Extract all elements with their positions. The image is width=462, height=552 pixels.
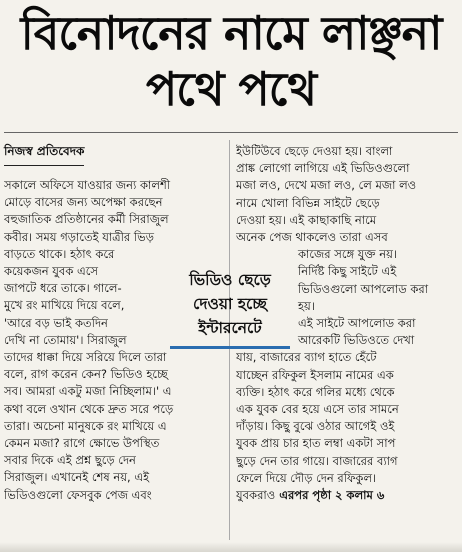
left-column-line: তাদের ধাক্কা দিয়ে সরিয়ে দিলে তারা: [4, 350, 167, 365]
left-column-line: বাড়তে থাকে। হঠাৎ করে: [4, 246, 115, 261]
right-column-line: ব্যক্তি। হঠাৎ করে গলির মধ্যে থেকে: [236, 384, 395, 399]
left-column-line: ভিডিওগুলো ফেসবুক পেজ এবং: [4, 487, 152, 502]
left-column-line: কবীর। সময় গড়াতেই যাত্রীর ভিড়: [4, 229, 154, 244]
right-column-line: কাজের সঙ্গে যুক্ত নয়।: [298, 247, 397, 262]
right-column-line: দাঁড়ায়। কিছু বুঝে ওঠার আগেই ওই: [236, 419, 395, 434]
right-column-line: ছুড়ে দেন তার গায়ে। বাজারের ব্যাগ: [236, 453, 398, 468]
left-column-line: সকালে অফিসে যাওয়ার জন্য কালশী: [4, 178, 171, 192]
left-column-line: বহুজাতিক প্রতিষ্ঠানের কর্মী সিরাজুল: [4, 212, 169, 227]
left-column-line: জাপটে ধরে তাকে। গালে-: [4, 281, 122, 296]
right-column-line: যুবকরাও এরপর পৃষ্ঠা ২ কলাম ৬: [236, 488, 385, 503]
right-column-line: নামে খোলা বিভিন্ন সাইটে ছেড়ে: [236, 195, 380, 210]
left-column-line: দেখি না তোমায়'। সিরাজুল: [4, 332, 127, 347]
pull-quote-line: ইন্টারনেটে: [198, 319, 262, 337]
headline-rule: [4, 132, 458, 133]
left-column-line: বলে, রাগ করেন কেন? ভিডিও হচ্ছে: [4, 367, 168, 382]
left-column-line: কথা বলে ওখান থেকে দ্রুত সরে পড়ে: [4, 401, 174, 416]
left-column-line: সবার দিকে এই প্রশ্ন ছুড়ে দেন: [4, 453, 136, 468]
left-column-line: সব। আমরা একটু মজা নিচ্ছিলাম।' এ: [4, 384, 172, 399]
right-column-line: হয়।: [298, 298, 315, 313]
page-edge-shadow: [0, 542, 462, 552]
column-divider: [229, 140, 230, 540]
right-column-line: আরেকটি ভিডিওতে দেখা: [298, 333, 415, 348]
pull-quote-line: দেওয়া হচ্ছে: [193, 295, 267, 313]
right-column-line: দেওয়া হয়। এই কাছাকাছি নামে: [236, 212, 377, 227]
right-column-line: ভিডিওগুলো আপলোড করা: [298, 281, 429, 296]
left-column-line: মোড়ে বাসের জন্য অপেক্ষা করছেন: [4, 195, 163, 210]
right-column-line: নির্দিষ্ট কিছু সাইটে এই: [298, 264, 397, 279]
pull-quote: [164, 268, 296, 340]
headline-line-1: বিনোদনের নামে লাঞ্ছনা: [20, 6, 442, 60]
right-column-line: যায়, বাজারের ব্যাগ হাতে হেঁটে: [236, 350, 377, 365]
right-column-line: এই সাইটে আপলোড করা: [298, 316, 416, 331]
right-column-line: এক যুবক বের হয়ে এসে তার সামনে: [236, 402, 399, 417]
byline: নিজস্ব প্রতিবেদক: [4, 143, 84, 166]
right-column-line: ফেলে দিয়ে দৌড় দেন রফিকুল।: [236, 470, 377, 485]
right-column-line: যুবক প্রায় চার হাত লম্বা একটা সাপ: [236, 436, 396, 451]
left-column-line: সিরাজুল। এখানেই শেষ নয়, এই: [4, 470, 150, 485]
left-column-line: কেমন মজা? রাগে ক্ষোভে উপস্থিত: [4, 436, 160, 451]
headline-line-2: পথে পথে: [145, 62, 316, 116]
left-column-line: 'আরে বড় ভাই কতদিন: [4, 315, 108, 330]
right-column-line: অনেক পেজ থাকলেও তারা এসব: [236, 230, 388, 245]
pull-quote-line: ভিডিও ছেড়ে: [189, 271, 271, 289]
right-column-line: ইউটিউবে ছেড়ে দেওয়া হয়। বাংলা: [236, 144, 393, 158]
pull-quote-underline: [170, 346, 290, 349]
right-column-line: প্রাঙ্ক লোগো লাগিয়ে এই ভিডিওগুলো: [236, 161, 410, 176]
left-column: [4, 177, 224, 504]
left-column-line: মুখে রং মাখিয়ে দিয়ে বলে,: [4, 298, 125, 313]
right-column-line: মজা লও, দেখে মজা লও, লে মজা লও: [236, 178, 417, 193]
right-column-line: যাচ্ছেন রফিকুল ইসলাম নামের এক: [236, 367, 394, 382]
continuation-note: এরপর পৃষ্ঠা ২ কলাম ৬: [275, 488, 385, 503]
left-column-line: তারা। অচেনা মানুষকে রং মাখিয়ে এ: [4, 418, 167, 433]
left-column-line: কয়েকজন যুবক এসে: [4, 264, 98, 279]
